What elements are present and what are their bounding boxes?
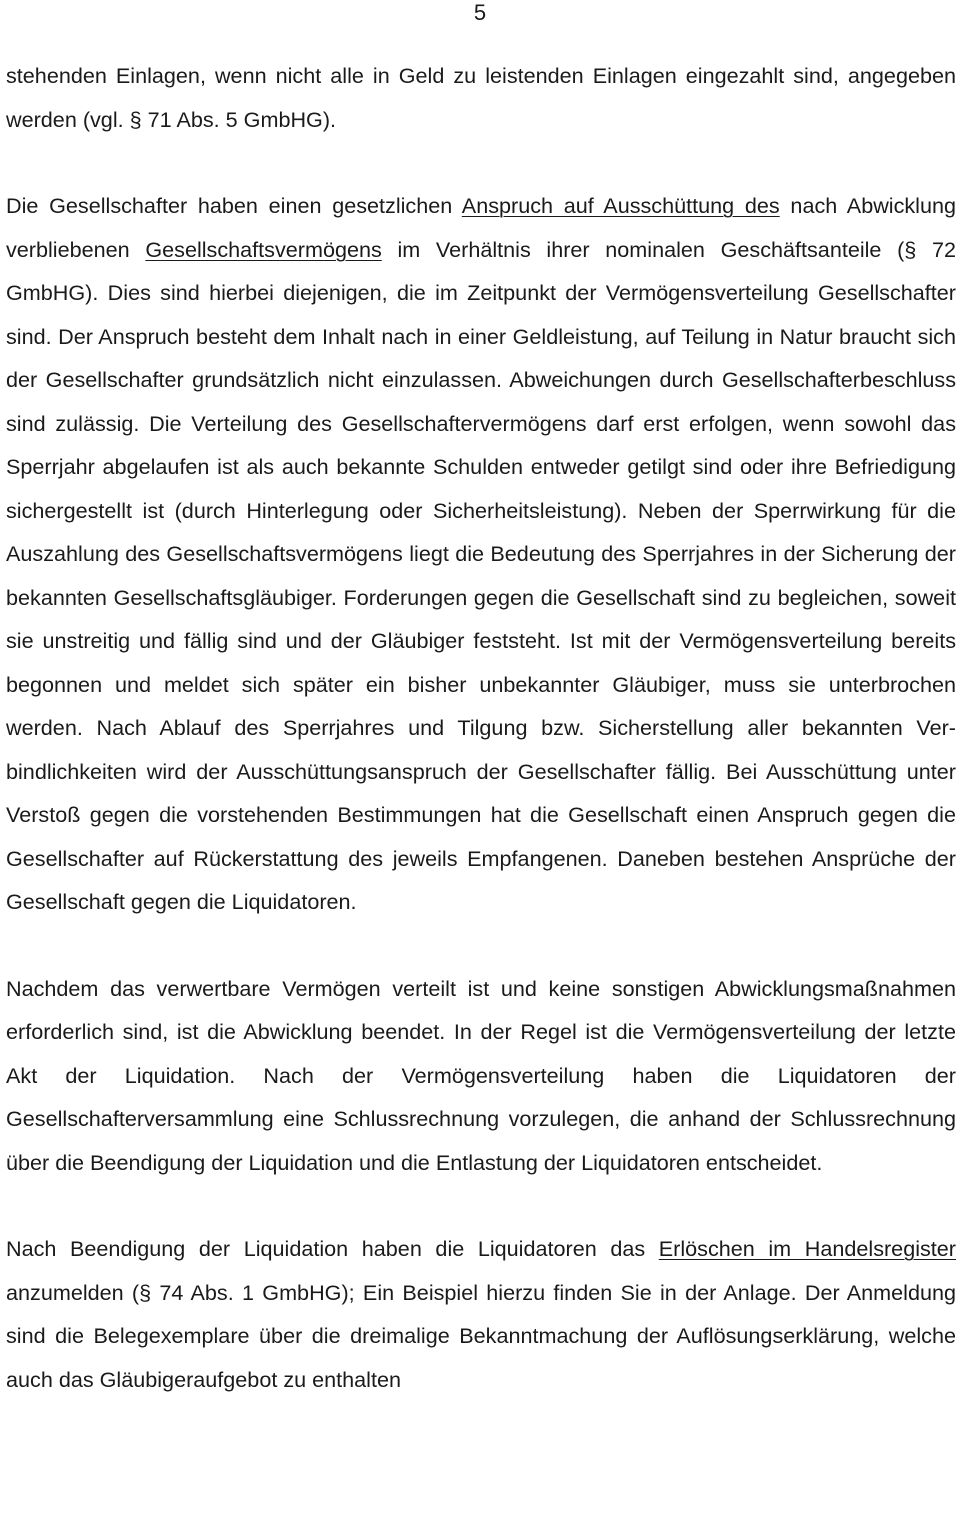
paragraph-p2 <box>6 184 956 924</box>
paragraph-text: Nach Beendigung der Liquidation haben die Liquidatoren das <box>6 1236 659 1261</box>
paragraph-p1 <box>6 54 956 141</box>
paragraph-text: Nachdem das verwertbare Vermögen verteilt ist und keine sonstigen Abwicklungsmaßnahmen erforderlich sind, ist die Abwicklung beendet. In der Regel ist die Vermögensverteilung der letzte Akt der Liquidation. Nach der Vermögensverteilung haben die Liquidatoren der Gesellschafterversammlung eine Schlussrechnung vorzulegen, die anhand der Schlussrechnung über die Beendigung der Liquidation und die Entlastung der Liquidatoren entscheidet. <box>6 975 956 1175</box>
paragraph-text: anzumelden (§ 74 Abs. 1 GmbHG); Ein Beispiel hierzu finden Sie in der Anlage. Der Anmeldung sind die Belegexemplare über die dreimalige Bekanntmachung der Auflösungserklärung, welche auch das Gläubigeraufgebot zu enthalten <box>6 1279 956 1392</box>
paragraph-text: stehenden Einlagen, wenn nicht alle in Geld zu leistenden Einlagen eingezahlt sind, angegeben werden (vgl. § 71 Abs. 5 GmbHG). <box>6 63 956 132</box>
paragraph-p4 <box>6 1227 956 1401</box>
page-number: 5 <box>473 0 487 25</box>
document-body <box>6 54 956 1401</box>
inline-link[interactable]: Gesellschaftsvermögens <box>145 236 382 262</box>
inline-link[interactable]: Erlöschen im Handelsregister <box>658 1236 956 1261</box>
paragraph-p3 <box>6 967 956 1185</box>
paragraph-text: nach Abwicklung verbliebenen <box>6 193 957 262</box>
paragraph-text: Die Gesellschafter haben einen gesetzlichen <box>6 193 462 218</box>
paragraph-text: im Verhältnis ihrer nominalen Geschäftsanteile (§ 72 GmbHG). Dies sind hierbei diejenigen, die im Zeitpunkt der Vermögensverteilung Gesellschafter sind. Der Anspruch besteht dem Inhalt nach in einer Geldleistung, auf Teilung in Natur braucht sich der Gesellschafter grundsätzlich nicht einzulassen. Abweichungen durch Gesellschafterbeschluss sind zulässig. Die Verteilung des Gesellschaftervermögens darf erst erfolgen, wenn sowohl das Sperrjahr abgelaufen ist als auch bekannte Schulden entweder getilgt sind oder ihre Befriedigung sichergestellt ist (durch Hinterlegung oder Sicherheitsleistung). Neben der Sperrwirkung für die Auszahlung des Gesellschaftsvermögens liegt die Bedeutung des Sperrjahres in der Sicherung der bekannten Gesellschaftsgläubiger. Forderungen gegen die Gesellschaft sind zu begleichen, soweit sie unstreitig und fällig sind und der Gläubiger feststeht. Ist mit der Vermögensverteilung bereits begonnen und meldet sich später ein bisher unbekannter Gläubiger, muss sie unterbrochen werden. Nach Ablauf des Sperrjahres und Tilgung bzw. Sicherstellung aller bekannten Verbindlichkeiten wird der Ausschüttungsanspruch der Gesellschafter fällig. Bei Ausschüttung unter Verstoß gegen die vorstehenden Bestimmungen hat die Gesellschaft einen Anspruch gegen die Gesellschafter auf Rückerstattung des jeweils Empfangenen. Daneben bestehen Ansprüche der Gesellschaft gegen die Liquidatoren. <box>6 236 956 914</box>
inline-link[interactable]: Anspruch auf Ausschüttung des <box>461 193 780 218</box>
